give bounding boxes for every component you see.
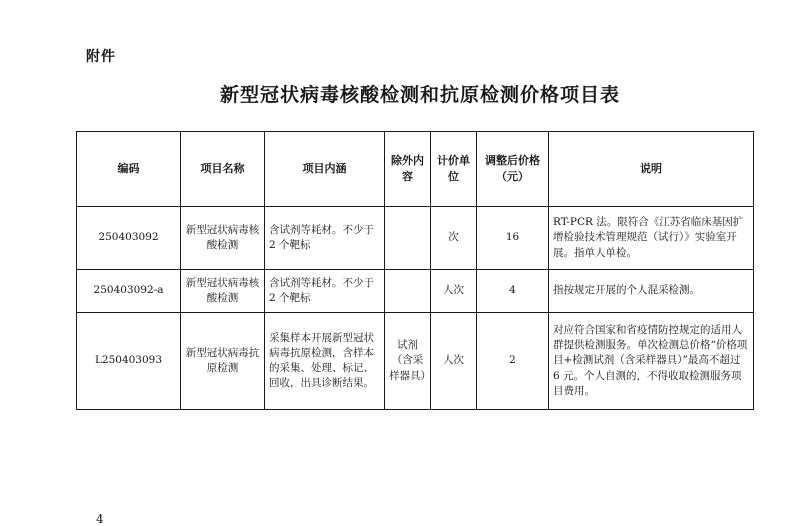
table-header-row (77, 132, 754, 207)
cell-content: 采集样本开展新型冠状病毒抗原检测，含样本的采集、处理、标记、回收，出具诊断结果。 (265, 313, 385, 410)
cell-unit: 人次 (431, 313, 477, 410)
header-note: 说明 (549, 132, 754, 207)
cell-excluded: 试剂（含采样器具） (385, 313, 431, 410)
cell-price: 4 (477, 270, 549, 313)
cell-note: 指按规定开展的个人混采检测。 (549, 270, 754, 313)
cell-code: 250403092 (77, 207, 181, 270)
cell-name: 新型冠状病毒核酸检测 (181, 270, 265, 313)
header-code: 编码 (77, 132, 181, 207)
table-row (77, 207, 754, 270)
cell-content: 含试剂等耗材。不少于 2 个靶标 (265, 270, 385, 313)
cell-note: 对应符合国家和省疫情防控规定的适用人群提供检测服务。单次检测总价格“价格项目+检测试剂（含采样器具）”最高不超过 6 元。个人自测的，不得收取检测服务项目费用。 (549, 313, 754, 410)
cell-price: 16 (477, 207, 549, 270)
header-price: 调整后价格（元） (477, 132, 549, 207)
header-unit: 计价单位 (431, 132, 477, 207)
cell-unit: 人次 (431, 270, 477, 313)
cell-content: 含试剂等耗材。不少于 2 个靶标 (265, 207, 385, 270)
page-number: 4 (96, 512, 104, 526)
cell-code: L250403093 (77, 313, 181, 410)
attachment-label: 附件 (86, 49, 116, 65)
cell-code: 250403092-a (77, 270, 181, 313)
cell-note: RT-PCR 法。限符合《江苏省临床基因扩增检验技术管理规范（试行）》实验室开展。指单人单检。 (549, 207, 754, 270)
header-excluded: 除外内容 (385, 132, 431, 207)
price-table (76, 131, 754, 410)
header-name: 项目名称 (181, 132, 265, 207)
cell-name: 新型冠状病毒抗原检测 (181, 313, 265, 410)
cell-excluded (385, 207, 431, 270)
table-row (77, 313, 754, 410)
cell-price: 2 (477, 313, 549, 410)
document-title: 新型冠状病毒核酸检测和抗原检测价格项目表 (219, 84, 620, 106)
table-row (77, 270, 754, 313)
header-content: 项目内涵 (265, 132, 385, 207)
cell-excluded (385, 270, 431, 313)
cell-unit: 次 (431, 207, 477, 270)
cell-name: 新型冠状病毒核酸检测 (181, 207, 265, 270)
